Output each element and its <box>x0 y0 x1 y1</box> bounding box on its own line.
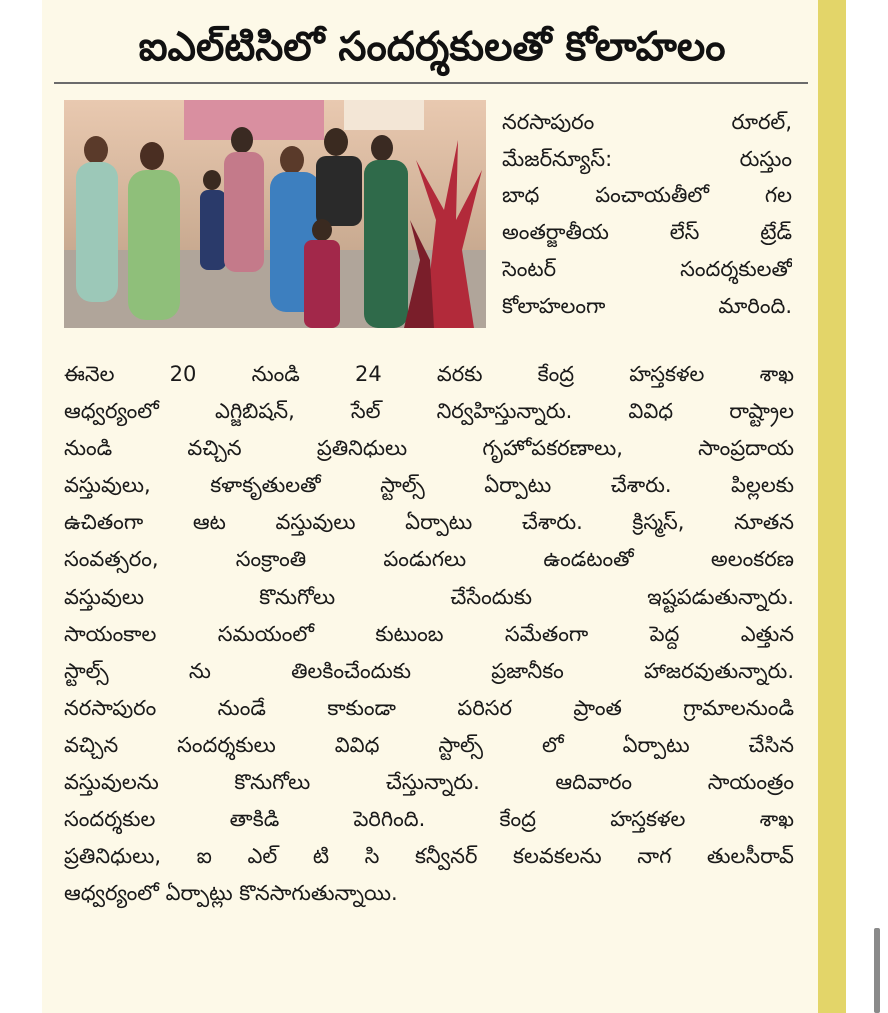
scrollbar-thumb[interactable] <box>874 928 880 1013</box>
side-line-6: కోలాహలంగా మారింది. <box>502 293 792 318</box>
side-line-4: అంతర్జాతీయ లేస్ ట్రేడ్ <box>502 220 792 245</box>
body-line-14: ప్రతినిధులు, ఐ ఎల్ టి సి కన్వీనర్ కలవకలను నాగ తులసీరావ్ <box>64 844 794 869</box>
body-line-13: సందర్శకుల తాకిడి పెరిగింది. కేంద్ర హస్తకళల శాఖ <box>64 807 794 832</box>
side-line-5: సెంటర్ సందర్శకులతో <box>502 256 792 281</box>
news-photo-icon <box>64 100 486 328</box>
headline-divider <box>54 82 808 84</box>
accent-bar <box>818 0 846 1013</box>
body-line-6: సంవత్సరం, సంక్రాంతి పండుగలు ఉండటంతో అలంకరణ <box>64 547 794 572</box>
body-line-11: వచ్చిన సందర్శకులు వివిధ స్టాల్స్ లో ఏర్పాటు చేసిన <box>64 732 794 757</box>
side-line-3: బాధ పంచాయతీలో గల <box>502 183 792 208</box>
side-line-2: మేజర్‌న్యూస్: రుస్తుం <box>502 146 792 171</box>
body-line-4: వస్తువులు, కళాకృతులతో స్టాల్స్ ఏర్పాటు చేశారు. పిల్లలకు <box>64 473 794 498</box>
article-body <box>64 356 794 912</box>
body-line-12: వస్తువులను కొనుగోలు చేస్తున్నారు. ఆదివారం సాయంత్రం <box>64 770 794 795</box>
body-line-8: సాయంకాల సమయంలో కుటుంబ సమేతంగా పెద్ద ఎత్తున <box>64 621 794 646</box>
side-column <box>502 104 792 324</box>
news-photo <box>64 100 486 328</box>
body-line-5: ఉచితంగా ఆట వస్తువులు ఏర్పాటు చేశారు. క్రిస్మస్, నూతన <box>64 510 794 535</box>
body-line-2: ఆధ్వర్యంలో ఎగ్జిబిషన్, సేల్ నిర్వహిస్తున్నారు. వివిధ రాష్ట్రాల <box>64 399 794 424</box>
body-line-3: నుండి వచ్చిన ప్రతినిధులు గృహోపకరణాలు, సాంప్రదాయ <box>64 436 794 461</box>
headline: ఐఎల్‌టిసిలో సందర్శకులతో కోలాహలం <box>138 24 726 70</box>
body-line-9: స్టాల్స్ ను తిలకించేందుకు ప్రజానీకం హాజరవుతున్నారు. <box>64 658 794 683</box>
body-line-7: వస్తువులు కొనుగోలు చేసేందుకు ఇష్టపడుతున్నారు. <box>64 584 794 609</box>
body-line-15: ఆధ్వర్యంలో ఏర్పాట్లు కొనసాగుతున్నాయి. <box>64 881 398 906</box>
body-line-10: నరసాపురం నుండే కాకుండా పరిసర ప్రాంత గ్రామాలనుండి <box>64 695 794 720</box>
side-line-1: నరసాపురం రూరల్, <box>502 110 792 134</box>
body-line-1: ఈనెల 20 నుండి 24 వరకు కేంద్ర హస్తకళల శాఖ <box>64 362 794 386</box>
